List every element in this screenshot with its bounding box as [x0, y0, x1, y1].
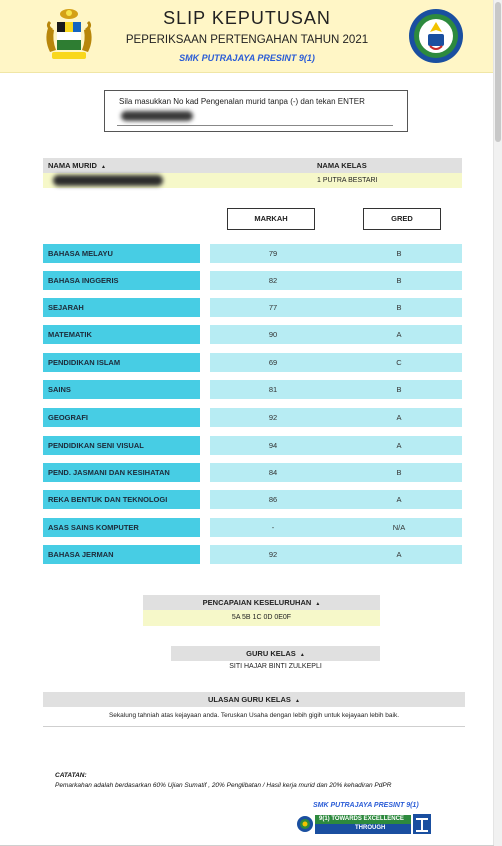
sort-up-icon: ▲ — [315, 601, 321, 607]
notes-text: Pemarkahan adalah berdasarkan 60% Ujian Sumatif , 20% Penglibatan / Hasil kerja murid dan 20% kehadiran PdPR — [55, 782, 392, 789]
subject-name: GEOGRAFI — [43, 408, 200, 427]
subject-grade: N/A — [392, 523, 406, 532]
class-teacher-name: SITI HAJAR BINTI ZULKEPLI — [229, 663, 322, 670]
notes-title: CATATAN: — [55, 772, 87, 779]
sort-up-icon: ▲ — [100, 164, 106, 170]
subject-marks: 92 — [268, 413, 278, 422]
banner-through: THROUGH — [355, 825, 386, 831]
student-info-header — [43, 158, 462, 173]
page-title: SLIP KEPUTUSAN — [163, 8, 331, 28]
sort-up-icon: ▲ — [299, 652, 305, 658]
student-name-label[interactable]: NAMA MURID ▲ — [48, 161, 106, 170]
subject-result — [210, 518, 462, 537]
subject-name: PENDIDIKAN SENI VISUAL — [43, 436, 200, 455]
subject-name: BAHASA MELAYU — [43, 244, 200, 263]
marks-column-header: MARKAH — [227, 208, 315, 230]
subject-result — [210, 353, 462, 372]
subject-marks: 90 — [268, 330, 278, 339]
subject-grade: B — [396, 385, 402, 394]
search-label: Sila masukkan No kad Pengenalan murid tanpa (-) dan tekan ENTER — [119, 97, 365, 106]
subject-marks: 82 — [268, 276, 278, 285]
sort-up-icon: ▲ — [295, 698, 300, 704]
subject-marks: 92 — [268, 550, 278, 559]
footer-school-banner — [293, 800, 433, 838]
subject-name: SAINS — [43, 380, 200, 399]
subject-result — [210, 271, 462, 290]
subject-name: BAHASA JERMAN — [43, 545, 200, 564]
student-info-row — [43, 173, 462, 188]
page-scrollbar[interactable] — [493, 0, 502, 846]
subject-result — [210, 436, 462, 455]
subject-marks: - — [271, 523, 275, 532]
subject-grade: A — [396, 550, 402, 559]
scrollbar-thumb[interactable] — [495, 2, 501, 142]
subject-name: SEJARAH — [43, 298, 200, 317]
grade-column-header: GRED — [363, 208, 441, 230]
teacher-comment-text: Sekalung tahniah atas kejayaan anda. Teruskan Usaha dengan lebih gigih untuk kejayaan lebih baik. — [43, 712, 465, 727]
subject-name: REKA BENTUK DAN TEKNOLOGI — [43, 490, 200, 509]
subject-result — [210, 463, 462, 482]
subject-result — [210, 325, 462, 344]
subject-grade: A — [396, 330, 402, 339]
teacher-comment-header[interactable]: ULASAN GURU KELAS ▲ — [43, 692, 465, 707]
subject-marks: 86 — [268, 495, 278, 504]
subject-name: PENDIDIKAN ISLAM — [43, 353, 200, 372]
class-name-label: NAMA KELAS — [317, 161, 367, 170]
page-header — [0, 0, 494, 73]
ic-search-box — [104, 90, 408, 132]
subject-marks: 69 — [268, 358, 278, 367]
subject-grade: A — [396, 495, 402, 504]
banner-school-name: SMK PUTRAJAYA PRESINT 9(1) — [313, 802, 419, 809]
subject-grade: A — [396, 413, 402, 422]
school-logo-icon — [408, 8, 464, 64]
redacted-ic-number — [121, 111, 193, 121]
subject-marks: 94 — [268, 441, 278, 450]
subject-marks: 79 — [268, 249, 278, 258]
class-name-value: 1 PUTRA BESTARI — [317, 177, 378, 184]
subject-result — [210, 380, 462, 399]
redacted-student-name — [53, 175, 163, 186]
subject-name: PEND. JASMANI DAN KESIHATAN — [43, 463, 200, 482]
page-subtitle: PEPERIKSAAN PERTENGAHAN TAHUN 2021 — [125, 34, 369, 46]
subject-grade: B — [396, 276, 402, 285]
subject-result — [210, 244, 462, 263]
subject-result — [210, 490, 462, 509]
overall-achievement-header[interactable]: PENCAPAIAN KESELURUHAN ▲ — [143, 595, 380, 610]
subject-result — [210, 298, 462, 317]
school-name: SMK PUTRAJAYA PRESINT 9(1) — [179, 53, 315, 63]
subject-name: ASAS SAINS KOMPUTER — [43, 518, 200, 537]
subject-marks: 84 — [268, 468, 278, 477]
subject-name: MATEMATIK — [43, 325, 200, 344]
subject-name: BAHASA INGGERIS — [43, 271, 200, 290]
subject-grade: C — [396, 358, 402, 367]
subject-grade: B — [396, 468, 402, 477]
subject-marks: 77 — [268, 303, 278, 312]
subject-grade: B — [396, 249, 402, 258]
banner-motto: 9(1) TOWARDS EXCELLENCE — [319, 816, 404, 822]
subject-marks: 81 — [268, 385, 278, 394]
overall-achievement-value: 5A 5B 1C 0D 0E0F — [143, 610, 380, 626]
class-teacher-header[interactable]: GURU KELAS ▲ — [171, 646, 380, 661]
subject-result — [210, 545, 462, 564]
subject-grade: A — [396, 441, 402, 450]
subject-result — [210, 408, 462, 427]
subject-grade: B — [396, 303, 402, 312]
